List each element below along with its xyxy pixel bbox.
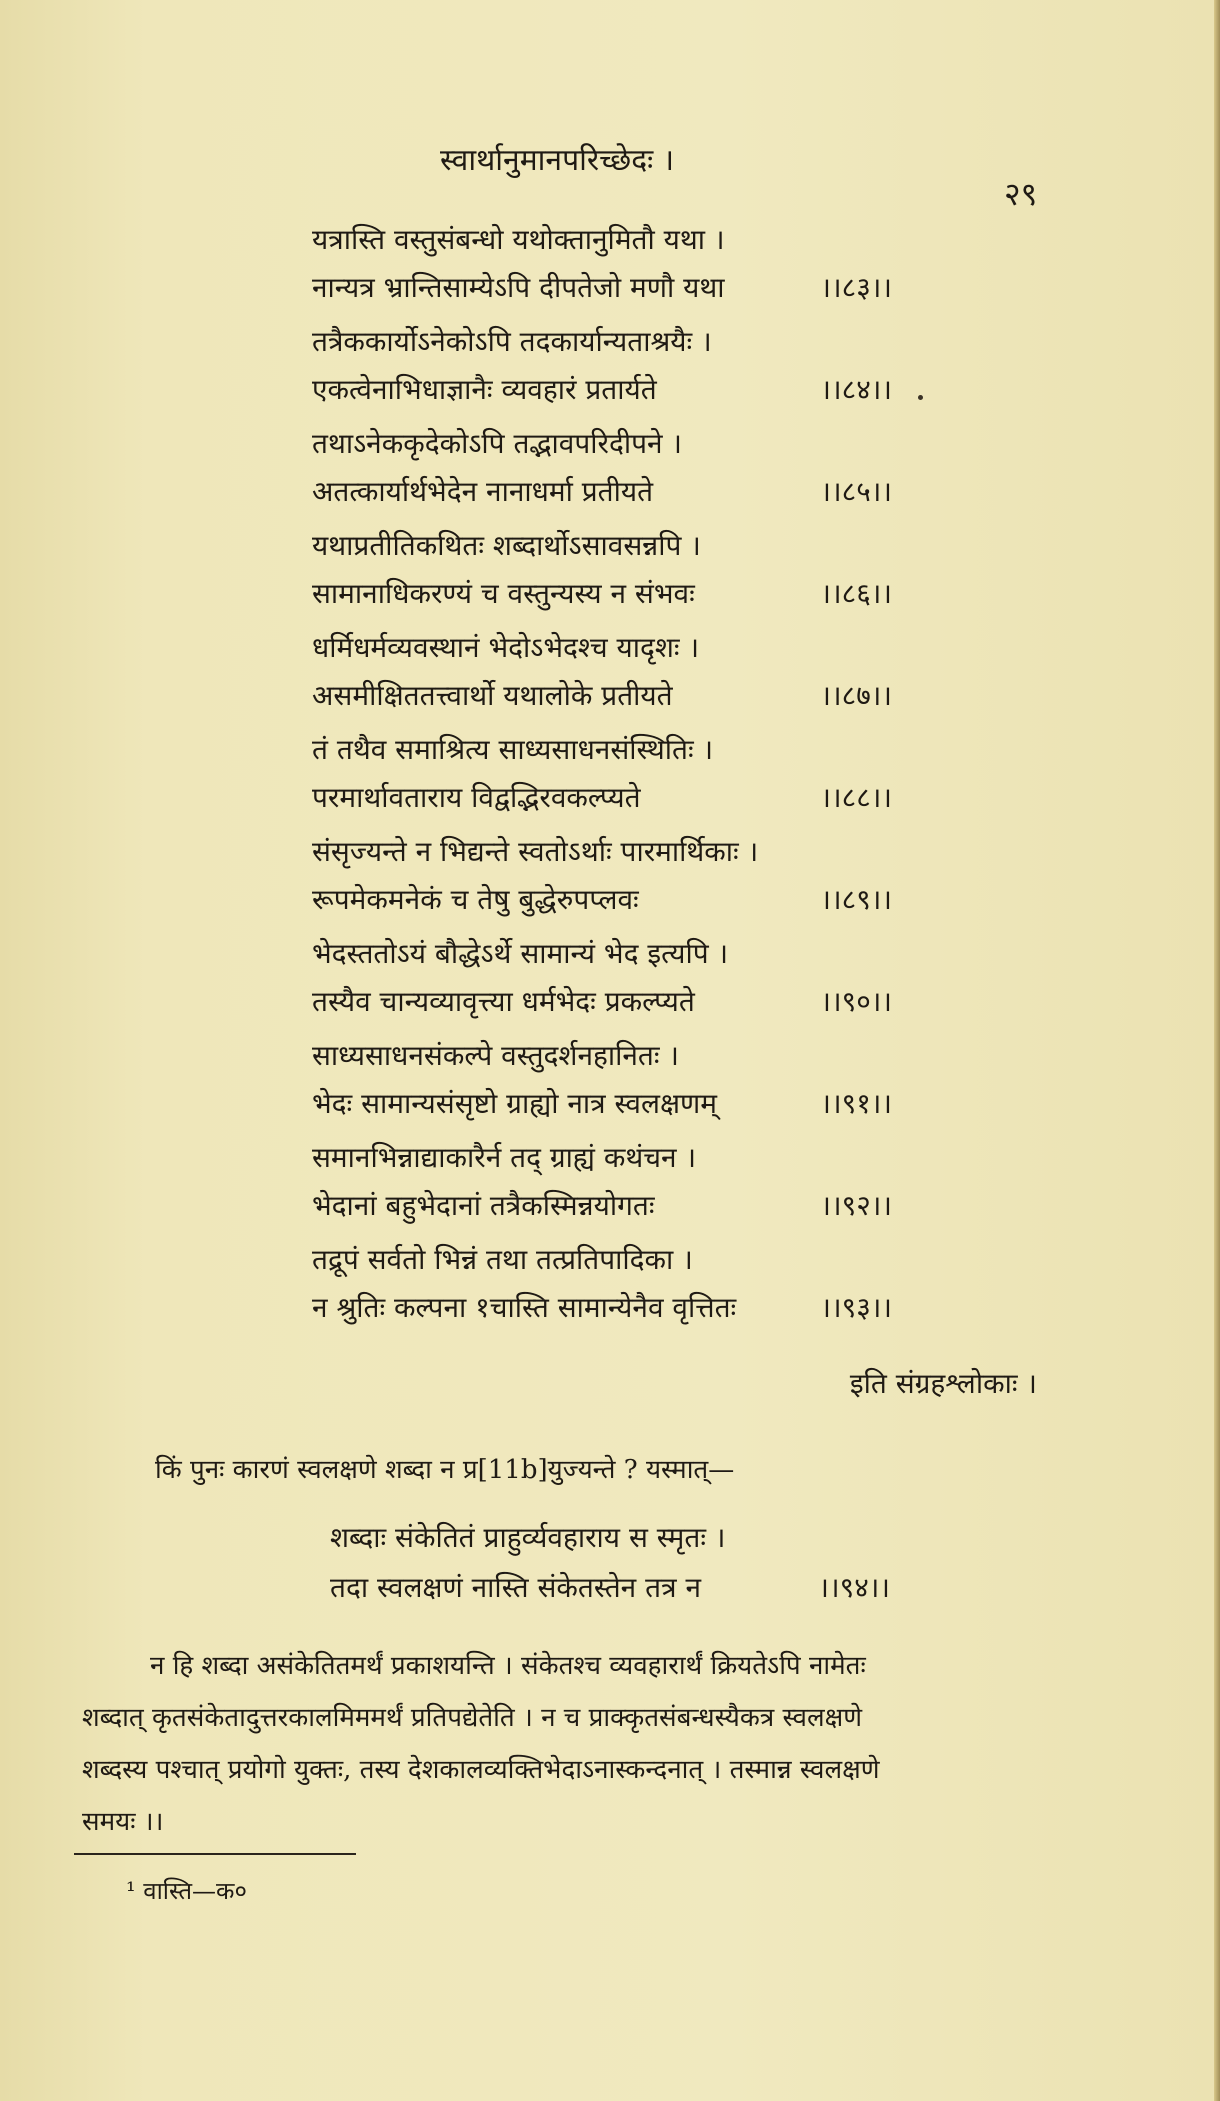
verse-number: ।।८९।। — [820, 883, 892, 916]
verse-text: सामानाधिकरण्यं च वस्तुन्यस्य न संभवः — [312, 577, 695, 610]
verse-text: शब्दाः संकेतितं प्राहुर्व्यवहाराय स स्मृतः । — [330, 1521, 726, 1554]
verse-line-1 — [312, 526, 892, 564]
verse-text: रूपमेकमनेकं च तेषु बुद्धेरुपप्लवः — [312, 883, 639, 916]
verse-line-2 — [312, 268, 892, 306]
verse-text: तस्यैव चान्यव्यावृत्त्या धर्मभेदः प्रकल्प्यते — [312, 985, 695, 1018]
verse-line-2 — [312, 1084, 892, 1122]
verse-94-line-2 — [330, 1568, 890, 1606]
commentary-line: शब्दात् कृतसंकेतादुत्तरकालमिममर्थं प्रतिपद्येतेति । न च प्राक्कृतसंबन्धस्यैकत्र स्वलक्षणे — [82, 1703, 863, 1733]
verse-text: अतत्कार्यार्थभेदेन नानाधर्मा प्रतीयते — [312, 475, 654, 508]
closing-colophon: इति संग्रहश्लोकाः । — [849, 1367, 1037, 1400]
verse-number: ।।८८।। — [820, 781, 892, 814]
commentary-line: समयः ।। — [82, 1807, 164, 1837]
verse-text: धर्मिधर्मव्यवस्थानं भेदोऽभेदश्च यादृशः । — [312, 631, 700, 664]
verse-line-2 — [312, 880, 892, 918]
running-title: स्वार्थानुमानपरिच्छेदः । — [440, 143, 675, 178]
verse-line-1 — [312, 322, 892, 360]
verse-line-1 — [312, 1138, 892, 1176]
verse-text: भेदानां बहुभेदानां तत्रैकस्मिन्नयोगतः — [312, 1189, 655, 1222]
verse-line-2 — [312, 574, 892, 612]
verse-text: समानभिन्नाद्याकारैर्न तद् ग्राह्यं कथंचन । — [312, 1141, 697, 1174]
verse-text: असमीक्षिततत्त्वार्थो यथालोके प्रतीयते — [312, 679, 673, 712]
verse-line-1 — [312, 220, 892, 258]
verse-line-2 — [312, 778, 892, 816]
commentary-line: न हि शब्दा असंकेतितमर्थं प्रकाशयन्ति । संकेतश्च व्यवहारार्थं क्रियतेऽपि नामेतः — [150, 1651, 866, 1681]
verse-line-1 — [312, 730, 892, 768]
verse-text: परमार्थावताराय विद्वद्भिरवकल्प्यते — [312, 781, 641, 814]
question-line: किं पुनः कारणं स्वलक्षणे शब्दा न प्र[11b]युज्यन्ते ? यस्मात्— — [155, 1455, 735, 1485]
verse-text: संसृज्यन्ते न भिद्यन्ते स्वतोऽर्थाः पारमार्थिकाः । — [312, 835, 759, 868]
verse-number: ।।८७।। — [820, 679, 892, 712]
verse-94-line-1 — [330, 1518, 890, 1556]
verse-number: ।।९०।। — [820, 985, 892, 1018]
verse-number: ।।९१।। — [820, 1087, 892, 1120]
verse-text: साध्यसाधनसंकल्पे वस्तुदर्शनहानितः । — [312, 1039, 680, 1072]
verse-text: भेदः सामान्यसंसृष्टो ग्राह्यो नात्र स्वलक्षणम् — [312, 1087, 718, 1120]
verse-line-2 — [312, 676, 892, 714]
verse-line-2 — [312, 1186, 892, 1224]
verse-line-1 — [312, 1240, 892, 1278]
verse-text: तद्रूपं सर्वतो भिन्नं तथा तत्प्रतिपादिका । — [312, 1243, 693, 1276]
verse-text: न श्रुतिः कल्पना १चास्ति सामान्येनैव वृत्तितः — [312, 1291, 737, 1324]
verse-line-1 — [312, 628, 892, 666]
verse-number: ।।८५।। — [820, 475, 892, 508]
verse-text: एकत्वेनाभिधाज्ञानैः व्यवहारं प्रतार्यते — [312, 373, 657, 406]
verse-line-2 — [312, 472, 892, 510]
page-edge-shadow — [1214, 0, 1220, 2101]
verse-line-1 — [312, 934, 892, 972]
verse-line-1 — [312, 832, 892, 870]
footnote-rule — [74, 1853, 356, 1855]
ink-speck — [918, 395, 923, 400]
verse-number: ।।८४।। — [820, 373, 892, 406]
verse-number: ।।९४।। — [818, 1571, 890, 1604]
verse-text: नान्यत्र भ्रान्तिसाम्येऽपि दीपतेजो मणौ यथा — [312, 271, 725, 304]
verse-text: यत्रास्ति वस्तुसंबन्धो यथोक्तानुमितौ यथा । — [312, 223, 725, 256]
verse-number: ।।९३।। — [820, 1291, 892, 1324]
verse-text: तं तथैव समाश्रित्य साध्यसाधनसंस्थितिः । — [312, 733, 714, 766]
verse-text: भेदस्ततोऽयं बौद्धेऽर्थे सामान्यं भेद इत्यपि । — [312, 937, 729, 970]
verse-text: तथाऽनेककृदेकोऽपि तद्भावपरिदीपने । — [312, 427, 683, 460]
verse-line-1 — [312, 1036, 892, 1074]
verse-text: यथाप्रतीतिकथितः शब्दार्थोऽसावसन्नपि । — [312, 529, 701, 562]
verse-number: ।।८३।। — [820, 271, 892, 304]
verse-text: तदा स्वलक्षणं नास्ति संकेतस्तेन तत्र न — [330, 1571, 701, 1604]
page-number: २९ — [1004, 175, 1038, 213]
verse-number: ।।८६।। — [820, 577, 892, 610]
verse-line-1 — [312, 424, 892, 462]
footnote: ¹ वास्ति—क० — [126, 1877, 247, 1905]
verse-line-2 — [312, 982, 892, 1020]
commentary-line: शब्दस्य पश्चात् प्रयोगो युक्तः, तस्य देशकालव्यक्तिभेदाऽनास्कन्दनात् । तस्मान्न स्वलक्षणे — [82, 1755, 880, 1785]
verse-line-2 — [312, 1288, 892, 1326]
verse-number: ।।९२।। — [820, 1189, 892, 1222]
verse-line-2 — [312, 370, 892, 408]
verse-text: तत्रैककार्योऽनेकोऽपि तदकार्यान्यताश्रयैः । — [312, 325, 712, 358]
